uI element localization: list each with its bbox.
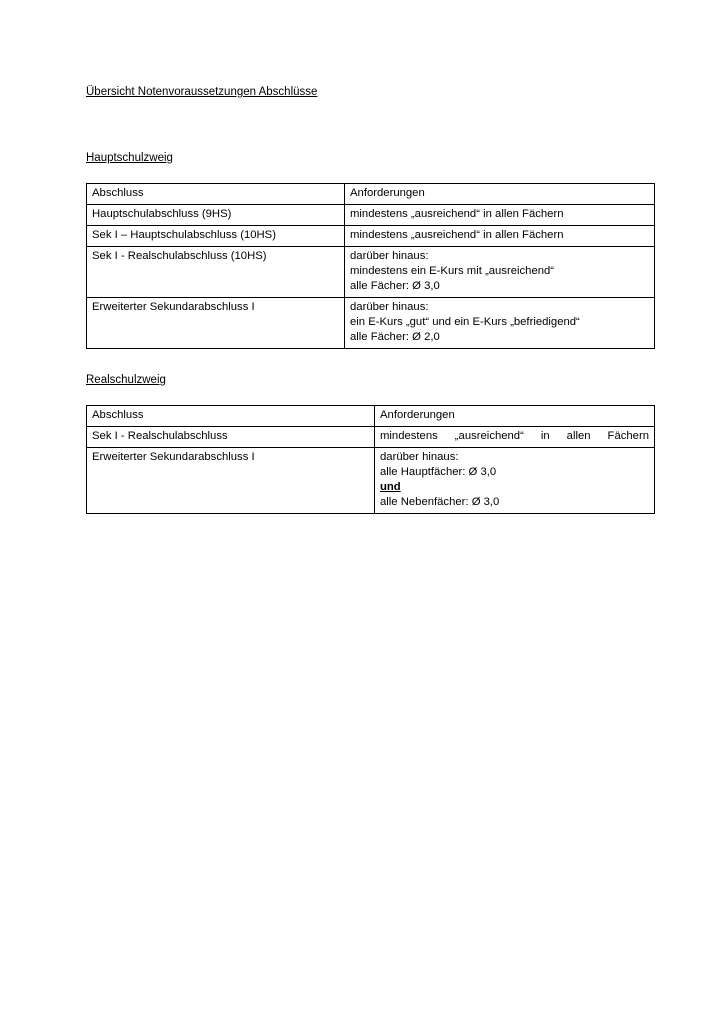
- cell-anforderungen: [345, 205, 655, 226]
- cell-abschluss: Sek I - Realschulabschluss (10HS): [87, 247, 345, 298]
- table-row: [87, 448, 655, 514]
- section-heading-hauptschulzweig: Hauptschulzweig: [86, 152, 173, 164]
- cell-abschluss: Erweiterter Sekundarabschluss I: [87, 448, 375, 514]
- cell-anforderungen: [345, 298, 655, 349]
- anforderung-line: mindestens „ausreichend“ in allen Fächern: [350, 229, 564, 242]
- table-row: [87, 226, 655, 247]
- column-header-anforderungen: Anforderungen: [345, 184, 655, 205]
- cell-anforderungen: [375, 427, 655, 448]
- cell-abschluss: Hauptschulabschluss (9HS): [87, 205, 345, 226]
- cell-anforderungen: [345, 226, 655, 247]
- table-realschulzweig: [86, 405, 655, 514]
- anforderung-line: ein E-Kurs „gut“ und ein E-Kurs „befriedigend“: [350, 316, 580, 329]
- anforderung-line: darüber hinaus:: [380, 451, 459, 464]
- anforderung-line: alle Fächer: Ø 2,0: [350, 331, 440, 344]
- anforderung-line: alle Hauptfächer: Ø 3,0: [380, 466, 497, 479]
- table-row: [87, 427, 655, 448]
- cell-anforderungen: [345, 247, 655, 298]
- anforderung-line: darüber hinaus:: [350, 301, 429, 314]
- cell-abschluss: Erweiterter Sekundarabschluss I: [87, 298, 345, 349]
- table-hauptschulzweig: [86, 183, 655, 349]
- table-row: [87, 247, 655, 298]
- anforderung-line: darüber hinaus:: [350, 250, 429, 263]
- cell-abschluss: Sek I - Realschulabschluss: [87, 427, 375, 448]
- table-header-row: [87, 406, 655, 427]
- cell-anforderungen: [375, 448, 655, 514]
- anforderung-line: mindestens „ausreichend“ in allen Fächern: [350, 208, 564, 221]
- section-heading-realschulzweig: Realschulzweig: [86, 374, 166, 386]
- table-row: [87, 298, 655, 349]
- anforderung-line: alle Fächer: Ø 3,0: [350, 280, 440, 293]
- page-title: Übersicht Notenvoraussetzungen Abschlüsse: [86, 86, 318, 98]
- table-header-row: [87, 184, 655, 205]
- column-header-abschluss: Abschluss: [87, 406, 375, 427]
- column-header-anforderungen: Anforderungen: [375, 406, 655, 427]
- column-header-abschluss: Abschluss: [87, 184, 345, 205]
- anforderung-line: alle Nebenfächer: Ø 3,0: [380, 496, 500, 509]
- anforderung-line: mindestens „ausreichend“ in allen Fächern: [380, 430, 649, 443]
- cell-abschluss: Sek I – Hauptschulabschluss (10HS): [87, 226, 345, 247]
- anforderung-line: mindestens ein E-Kurs mit „ausreichend“: [350, 265, 555, 278]
- table-row: [87, 205, 655, 226]
- anforderung-line-emphasis: und: [380, 481, 401, 494]
